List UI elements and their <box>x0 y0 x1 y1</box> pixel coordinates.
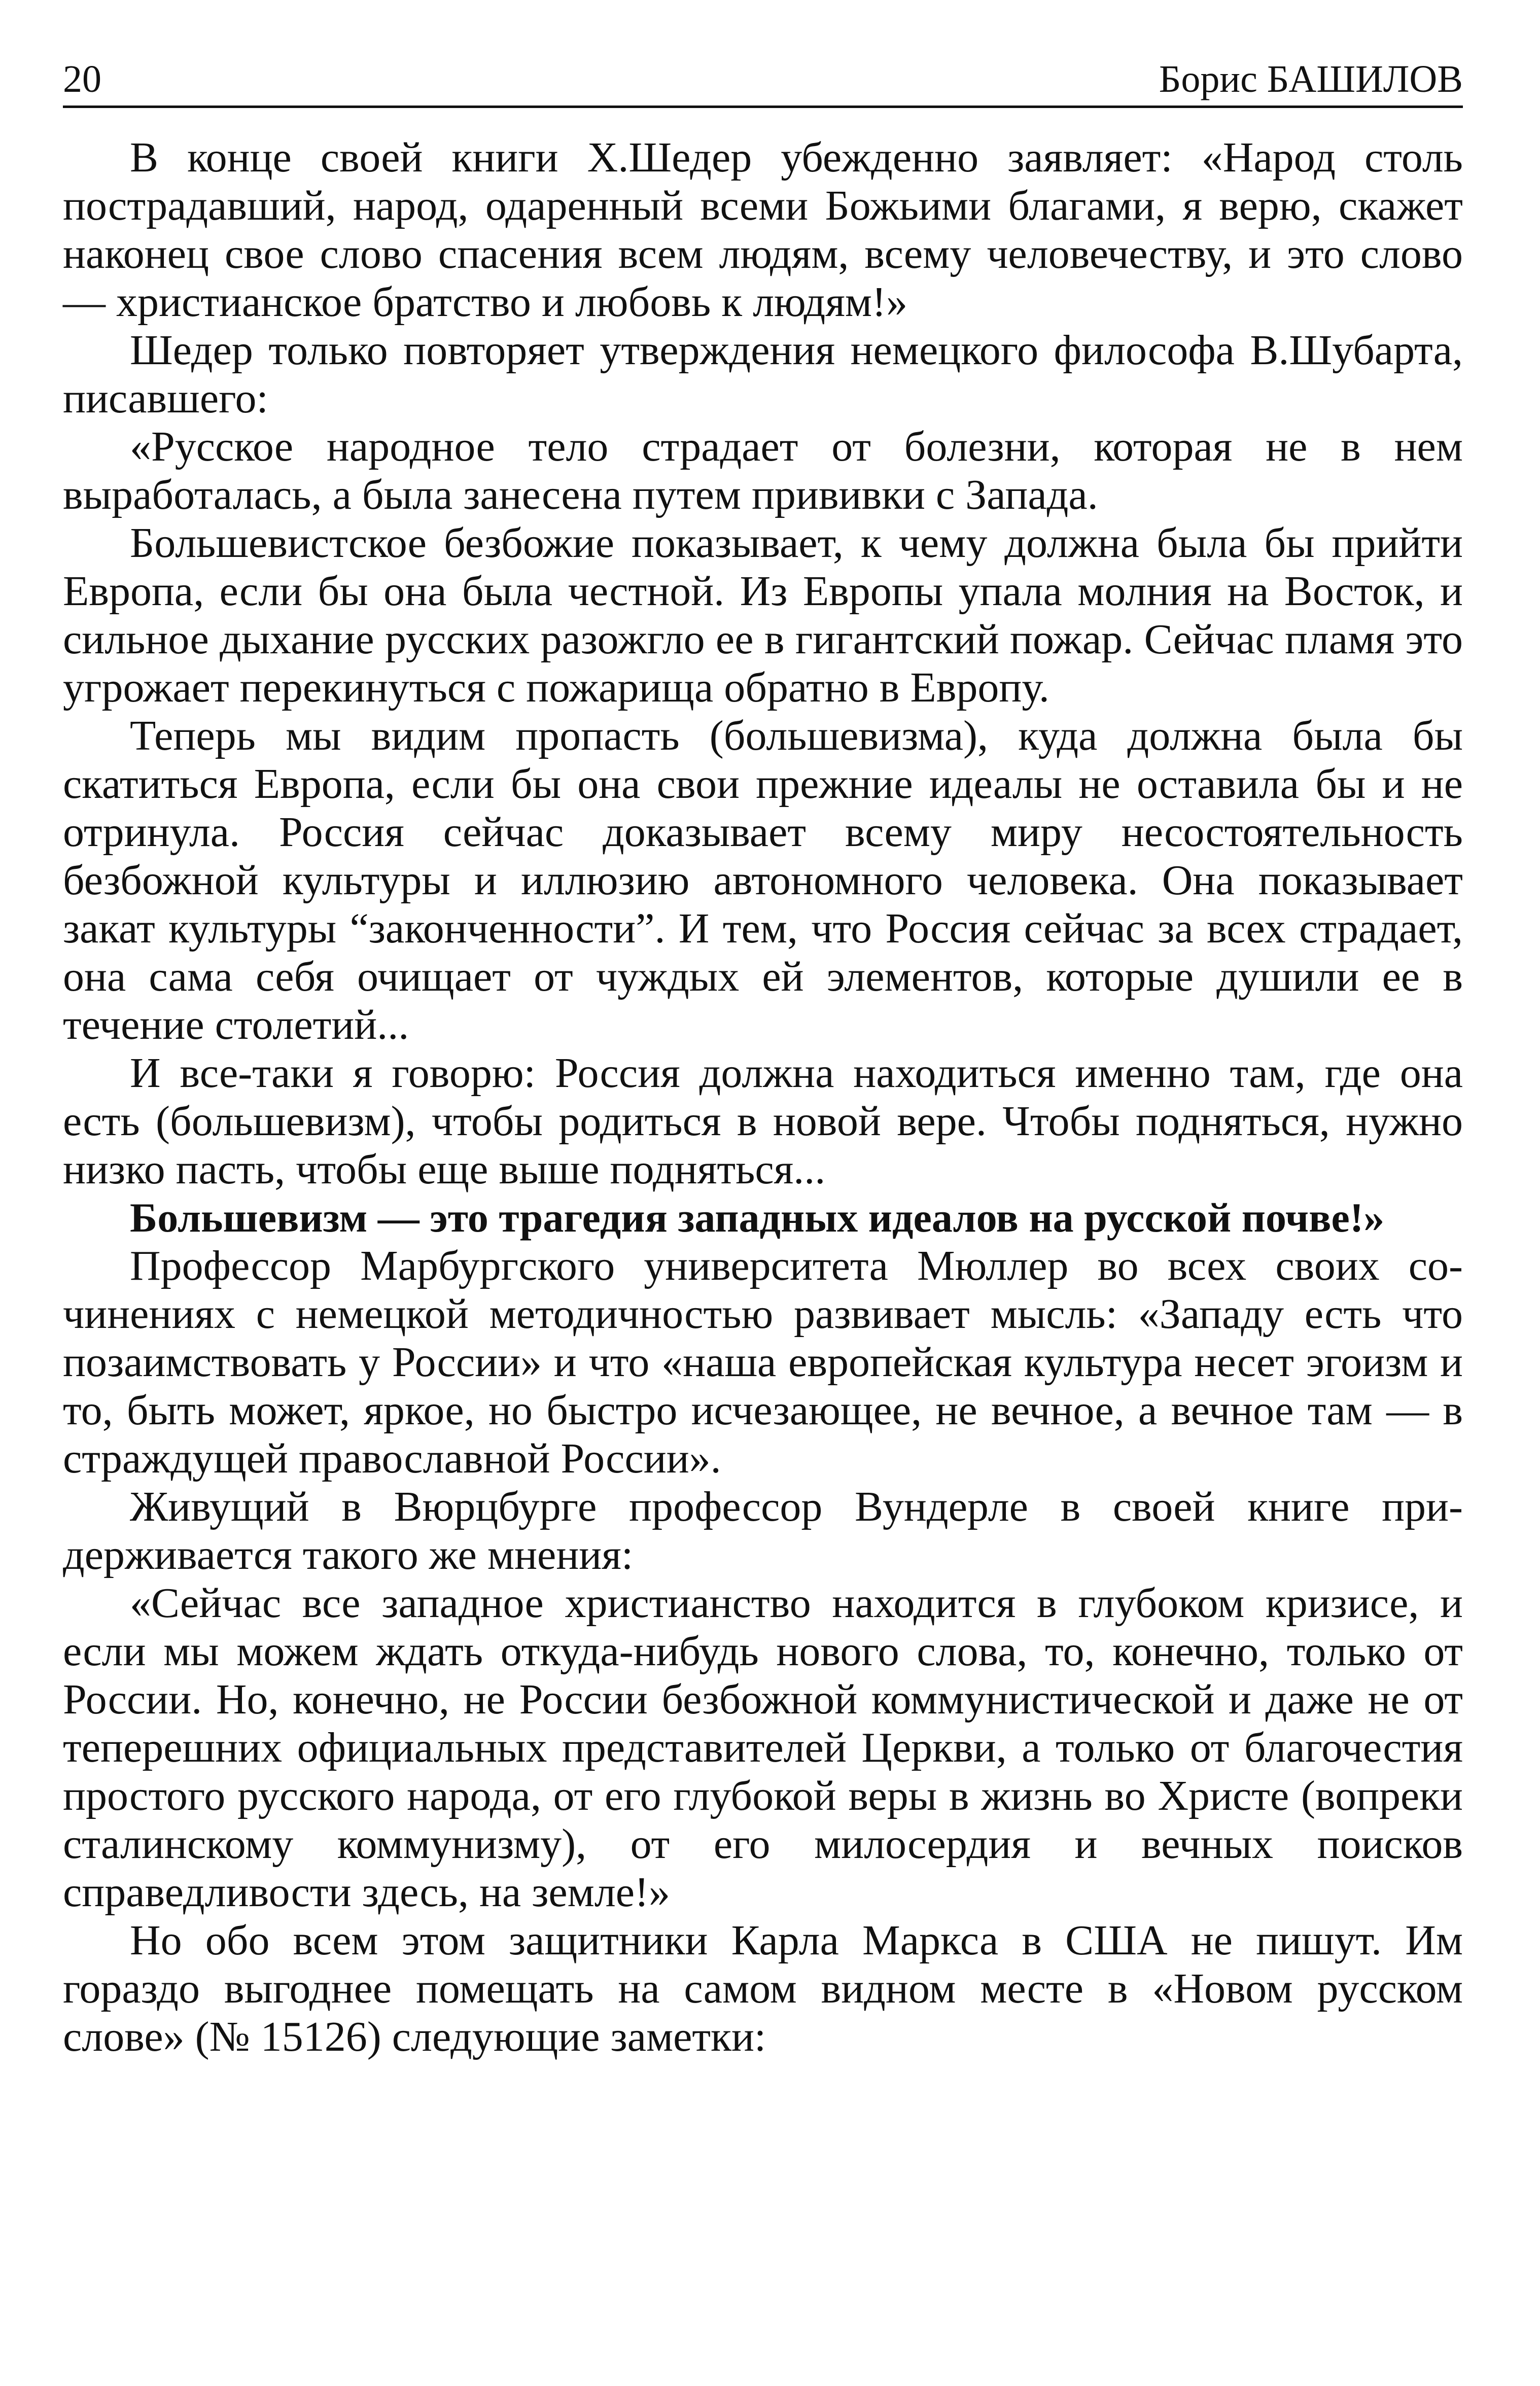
page-body <box>63 133 1463 2061</box>
bold-quote-line: Большевизм — это трагедия западных идеалов на русской почве!» <box>130 1195 1385 1241</box>
page-header <box>63 46 1463 108</box>
paragraph-5: Теперь мы видим пропасть (большевизма), куда должна была бы скатиться Европа, если бы она свои прежние идеалы не оставила бы и не отринула. Россия сейчас доказывает всему миру несостоятельность безбожной культуры и иллюзию автономного человека. Она показывает закат культуры “законченности”. И тем, что Россия сейчас за всех страдает, она сама себя очищает от чуждых ей элементов, которые душили ее в течение столетий... <box>63 712 1463 1048</box>
paragraph-8: Профессор Марбургского университета Мюллер во всех своих сочинениях с немецкой методичностью развивает мысль: «Западу есть что позаимствовать у России» и что «наша европейская культура несет эгоизм и то, быть может, яркое, но быстро исчезающее, не вечное, а вечное там — в страждущей православной России». <box>63 1242 1463 1482</box>
paragraph-3: «Русское народное тело страдает от болезни, которая не в нем выработалась, а была занесена путем прививки с Запада. <box>63 423 1463 518</box>
paragraph-6: И все-таки я говорю: Россия должна находиться именно там, где она есть (большевизм), чтобы родиться в новой вере. Чтобы подняться, нужно низко пасть, чтобы еще выше подняться... <box>63 1049 1463 1193</box>
paragraph-11: Но обо всем этом защитники Карла Маркса в США не пишут. Им гораздо выгоднее помещать на самом видном месте в «Новом русском слове» (№ 15126) следующие заметки: <box>63 1917 1463 2060</box>
paragraph-10: «Сейчас все западное христианство находится в глубоком кризисе, и если мы можем ждать откуда-нибудь нового слова, то, конечно, только от России. Но, конечно, не России безбожной коммунистической и даже не от теперешних официальных представителей Церкви, а только от благочестия простого русского народа, от его глубокой веры в жизнь во Христе (вопреки сталинскому коммунизму), от его милосердия и вечных поисков справедливости здесь, на земле!» <box>63 1580 1463 1916</box>
paragraph-2: Шедер только повторяет утверждения немецкого философа В.Шубарта, писавшего: <box>63 327 1463 422</box>
book-page <box>63 46 1463 2061</box>
paragraph-9: Живущий в Вюрцбурге профессор Вундерле в своей книге придерживается такого же мнения: <box>63 1483 1463 1578</box>
paragraph-4: Большевистское безбожие показывает, к чему должна была бы прийти Европа, если бы она была честной. Из Европы упала молния на Восток, и сильное дыхание русских разожгло ее в гигантский пожар. Сейчас пламя это угрожает перекинуться с пожарища обратно в Европу. <box>63 519 1463 711</box>
page-number: 20 <box>63 58 101 100</box>
paragraph-1: В конце своей книги Х.Шедер убежденно заявляет: «Народ столь пострадавший, народ, одаренный всеми Божьими благами, я верю, скажет наконец свое слово спасения всем людям, всему человечеству, и это слово — христианское братство и любовь к людям!» <box>63 134 1463 326</box>
running-head: Борис БАШИЛОВ <box>1159 58 1463 100</box>
